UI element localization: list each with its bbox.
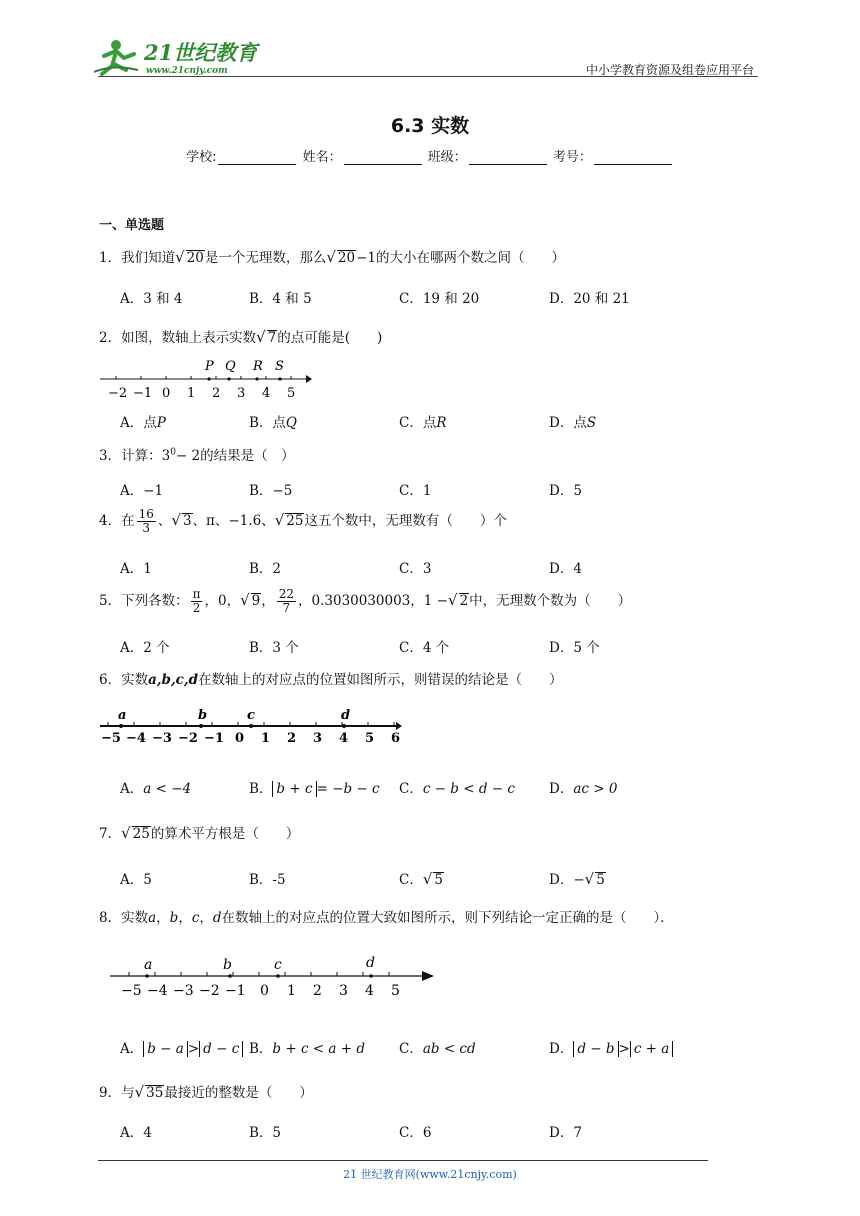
point-marker bbox=[249, 724, 253, 728]
point-marker bbox=[207, 377, 210, 380]
option-a[interactable]: A．1 bbox=[120, 561, 152, 577]
name-label: 姓名： bbox=[302, 150, 342, 165]
point-marker bbox=[145, 974, 149, 978]
question-3 bbox=[99, 444, 295, 464]
point-marker bbox=[199, 724, 203, 728]
math-term: c bbox=[191, 910, 200, 926]
math-term: 3 bbox=[161, 448, 171, 464]
option-b[interactable]: B．3 个 bbox=[249, 640, 299, 656]
question-text: 计算： bbox=[121, 448, 162, 464]
logo-url: www.21cnjy.com bbox=[146, 66, 228, 76]
math-term: b bbox=[169, 910, 179, 926]
option-a[interactable]: A．3 和 4 bbox=[120, 291, 183, 307]
point-label: a bbox=[144, 957, 153, 973]
tick-label: −1 bbox=[225, 983, 246, 999]
question-text: ， bbox=[156, 910, 170, 926]
option-c[interactable]: C．ab < cd bbox=[399, 1041, 476, 1057]
question-text: 在数轴上的对应点的位置大致如图所示，则下列结论一定正确的是（ ）． bbox=[221, 910, 674, 926]
question-text: ， bbox=[199, 910, 213, 926]
tick-label: −2 bbox=[199, 983, 220, 999]
point-marker bbox=[227, 377, 230, 380]
tick-label: −3 bbox=[152, 731, 172, 746]
question-text: ， bbox=[261, 593, 275, 609]
question-1: 1．我们知道√ 20是一个无理数，那么√ 20−1的大小在哪两个数之间（ ） bbox=[99, 248, 565, 266]
radicand: 3 bbox=[182, 513, 192, 529]
radicand: 25 bbox=[286, 513, 304, 529]
question-text: 这五个数中，无理数有（ ）个 bbox=[304, 513, 507, 529]
number-line-figure-q2 bbox=[98, 354, 318, 400]
math-term: a,b,c,d bbox=[148, 672, 199, 688]
point-label: b bbox=[198, 708, 208, 723]
question-number: 5． bbox=[99, 593, 122, 609]
option-d[interactable]: D．点S bbox=[549, 415, 597, 431]
option-c[interactable]: C．c − b < d − c bbox=[399, 781, 515, 797]
point-marker bbox=[369, 974, 373, 978]
class-field[interactable] bbox=[469, 151, 547, 165]
tick-label: 0 bbox=[260, 983, 269, 999]
option-b[interactable]: B．−5 bbox=[249, 483, 293, 499]
point-label: c bbox=[247, 708, 255, 723]
tick-label: 4 bbox=[339, 731, 349, 746]
tick-label: 5 bbox=[287, 386, 296, 400]
tick-label: 4 bbox=[365, 983, 374, 999]
tick-label: −1 bbox=[204, 731, 224, 746]
option-b[interactable]: B．-5 bbox=[249, 872, 286, 888]
question-number: 3． bbox=[99, 448, 122, 464]
tick-label: 3 bbox=[237, 386, 246, 400]
question-text: 、π、−1.6、 bbox=[192, 513, 275, 529]
option-b[interactable]: B．b + c < a + d bbox=[249, 1041, 365, 1057]
number-line-figure-q6 bbox=[98, 702, 408, 746]
tick-label: 4 bbox=[262, 386, 271, 400]
point-label: a bbox=[118, 708, 127, 723]
question-text: 在 bbox=[121, 513, 135, 529]
fraction: $\frac{16}{3}$ bbox=[138, 507, 154, 535]
tick-label: −4 bbox=[147, 983, 168, 999]
footer-text[interactable]: 21 世纪教育网(www.21cnjy.com) bbox=[343, 1168, 517, 1181]
point-marker bbox=[255, 377, 258, 380]
fraction: $\frac{22}{7}$ bbox=[278, 587, 295, 615]
class-label: 班级： bbox=[427, 150, 467, 165]
option-b[interactable]: B．4 和 5 bbox=[249, 291, 312, 307]
tick-label: 1 bbox=[261, 731, 271, 746]
radicand: 25 bbox=[132, 826, 150, 842]
question-number: 2． bbox=[99, 330, 122, 346]
point-label: R bbox=[253, 359, 263, 374]
math-term: −1 bbox=[356, 250, 376, 266]
question-number: 1． bbox=[99, 250, 122, 266]
tick-label: −5 bbox=[121, 983, 142, 999]
tick-label: 2 bbox=[313, 983, 322, 999]
section-heading: 一、单选题 bbox=[99, 218, 165, 233]
question-number: 6． bbox=[99, 672, 122, 688]
question-text: 的点可能是( ) bbox=[277, 330, 383, 346]
option-b[interactable]: B．2 bbox=[249, 561, 282, 577]
radicand: 20 bbox=[337, 250, 356, 266]
tick-label: 2 bbox=[212, 386, 221, 400]
option-b[interactable]: B． b + c = −b − c bbox=[249, 781, 380, 797]
tick-label: 5 bbox=[391, 983, 400, 999]
logo-text: 21世纪教育 bbox=[144, 40, 258, 65]
point-label: Q bbox=[225, 359, 236, 374]
question-text: 我们知道 bbox=[121, 250, 176, 266]
tick-label: −4 bbox=[126, 731, 146, 746]
tick-label: 6 bbox=[391, 731, 401, 746]
option-a[interactable]: A．4 bbox=[120, 1125, 152, 1141]
tick-label: −5 bbox=[101, 731, 121, 746]
question-text: 与 bbox=[121, 1085, 135, 1101]
question-6 bbox=[99, 668, 563, 688]
tick-labels bbox=[101, 731, 400, 746]
point-marker bbox=[276, 974, 280, 978]
math-term: a bbox=[148, 910, 157, 926]
point-marker bbox=[342, 724, 346, 728]
question-text: 在数轴上的对应点的位置如图所示，则错误的结论是（ ） bbox=[198, 672, 563, 688]
option-c[interactable]: C．√ 5 bbox=[399, 870, 443, 888]
option-d[interactable]: D．ac > 0 bbox=[549, 781, 618, 797]
question-text: ，0， bbox=[204, 593, 241, 609]
question-text: 如图，数轴上表示实数 bbox=[121, 330, 257, 346]
option-c[interactable]: C．4 个 bbox=[399, 640, 450, 656]
tick-label: −3 bbox=[173, 983, 194, 999]
page-title: 6.3 实数 bbox=[390, 115, 470, 137]
option-d[interactable]: D．7 bbox=[549, 1125, 582, 1141]
point-label: b bbox=[223, 957, 232, 973]
header-platform-text: 中小学教育资源及组卷应用平台 bbox=[585, 63, 754, 77]
radicand: 9 bbox=[251, 593, 261, 609]
option-a[interactable]: A．5 bbox=[120, 872, 152, 888]
question-text: 下列各数： bbox=[121, 593, 189, 609]
option-d[interactable]: D．−√ 5 bbox=[549, 870, 605, 888]
question-text: ， bbox=[178, 910, 192, 926]
question-text: 、 bbox=[157, 513, 172, 529]
tick-label: 1 bbox=[187, 386, 196, 400]
footer-divider bbox=[98, 1160, 708, 1161]
tick-labels bbox=[121, 983, 400, 999]
option-a[interactable]: A． b − a > d − c bbox=[120, 1037, 243, 1057]
math-term: d bbox=[212, 910, 222, 926]
point-label: d bbox=[341, 708, 351, 723]
option-c[interactable]: C．点R bbox=[399, 415, 447, 431]
question-9: 9．与√ 35最接近的整数是（ ） bbox=[99, 1083, 313, 1101]
point-label: S bbox=[275, 359, 284, 374]
question-text: 是一个无理数，那么 bbox=[204, 250, 327, 266]
tick-label: 0 bbox=[162, 386, 171, 400]
tick-label: 5 bbox=[365, 731, 375, 746]
option-b[interactable]: B．点Q bbox=[249, 415, 297, 431]
question-text: ，0.3030030003， bbox=[298, 593, 424, 609]
radicand: 7 bbox=[267, 330, 277, 346]
radicand: 35 bbox=[146, 1085, 164, 1101]
question-text: 的算术平方根是（ ） bbox=[150, 826, 300, 842]
question-text: 中，无理数个数为（ ） bbox=[469, 593, 632, 609]
point-marker bbox=[278, 377, 281, 380]
question-4: 4．在 $\frac{16}{3}$ 、√ 3、π、−1.6、√ 25这五个数中，无理数有（ ）个 bbox=[99, 507, 507, 535]
point-label: d bbox=[366, 955, 375, 971]
point-label: P bbox=[205, 359, 214, 374]
question-text: 实数 bbox=[121, 672, 149, 688]
option-a[interactable]: A．2 个 bbox=[120, 640, 170, 656]
option-c[interactable]: C．6 bbox=[399, 1125, 432, 1141]
question-5: 5．下列各数： $\frac{\pi}{2}$ ，0，√ 9， $\frac{22}{7}$ ，0.3030030003，1 −√ 2中，无理数个数为（ ） bbox=[99, 587, 632, 615]
exam-no-field[interactable] bbox=[594, 151, 672, 165]
tick-label: 3 bbox=[339, 983, 348, 999]
question-number: 9． bbox=[99, 1085, 122, 1101]
number-line-figure-q8 bbox=[108, 954, 443, 1000]
question-7: 7．√ 25的算术平方根是（ ） bbox=[99, 824, 300, 842]
tick-label: −1 bbox=[133, 386, 153, 400]
exponent: 0 bbox=[170, 447, 176, 458]
question-number: 4． bbox=[99, 513, 122, 529]
point-marker bbox=[119, 724, 123, 728]
radicand: 20 bbox=[186, 250, 204, 266]
question-number: 8． bbox=[99, 910, 122, 926]
math-term: 1 − bbox=[423, 593, 448, 609]
option-c[interactable]: C．3 bbox=[399, 561, 432, 577]
student-info-line bbox=[0, 146, 860, 165]
radicand: 2 bbox=[459, 593, 469, 609]
tick-label: −2 bbox=[108, 386, 128, 400]
tick-label: 3 bbox=[313, 731, 323, 746]
option-a[interactable]: A．a < −4 bbox=[120, 781, 192, 797]
option-a[interactable]: A．点P bbox=[120, 415, 166, 431]
fraction: $\frac{\pi}{2}$ bbox=[192, 587, 201, 615]
option-d[interactable]: D． d − b > c + a bbox=[549, 1037, 673, 1057]
question-2: 2．如图，数轴上表示实数√ 7的点可能是( ) bbox=[99, 328, 383, 346]
option-a[interactable]: A．−1 bbox=[120, 483, 164, 499]
name-field[interactable] bbox=[344, 151, 422, 165]
tick-label: 1 bbox=[287, 983, 296, 999]
logo-icon bbox=[94, 36, 264, 78]
question-text: 的大小在哪两个数之间（ ） bbox=[376, 250, 565, 266]
school-label: 学校: bbox=[186, 150, 217, 165]
question-text: 实数 bbox=[121, 910, 149, 926]
question-8 bbox=[99, 906, 674, 926]
option-b[interactable]: B．5 bbox=[249, 1125, 282, 1141]
option-d[interactable]: D．20 和 21 bbox=[549, 291, 630, 307]
exam-no-label: 考号： bbox=[552, 150, 592, 165]
point-label: c bbox=[274, 957, 282, 973]
option-c[interactable]: C．19 和 20 bbox=[399, 291, 480, 307]
question-text: 最接近的整数是（ ） bbox=[164, 1085, 313, 1101]
school-field[interactable] bbox=[218, 151, 296, 165]
math-term: − 2 bbox=[175, 448, 201, 464]
option-d[interactable]: D．4 bbox=[549, 561, 582, 577]
question-text: 的结果是（ ） bbox=[200, 448, 295, 464]
option-d[interactable]: D．5 个 bbox=[549, 640, 600, 656]
point-marker bbox=[228, 974, 232, 978]
question-number: 7． bbox=[99, 826, 122, 842]
option-d[interactable]: D．5 bbox=[549, 483, 582, 499]
tick-label: −2 bbox=[178, 731, 198, 746]
tick-label: 2 bbox=[287, 731, 297, 746]
option-c[interactable]: C．1 bbox=[399, 483, 432, 499]
tick-label: 0 bbox=[235, 731, 245, 746]
header-divider bbox=[98, 76, 758, 77]
